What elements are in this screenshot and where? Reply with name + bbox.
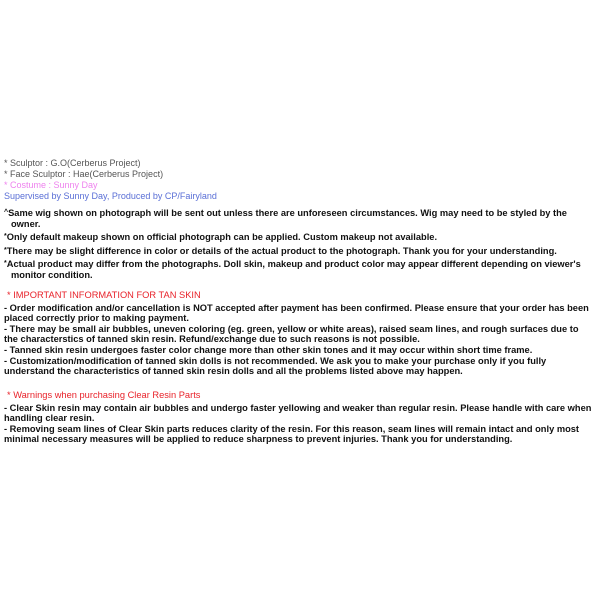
asterisk-mark: *	[4, 246, 7, 254]
face-sculptor-credit: * Face Sculptor : Hae(Cerberus Project)	[4, 169, 164, 179]
asterisk-mark: *	[4, 260, 7, 268]
note-item	[4, 208, 594, 229]
supervised-credit: Supervised by Sunny Day, Produced by CP/Fairyland	[4, 191, 217, 201]
clear-resin-item: - Removing seam lines of Clear Skin parts reduces clarity of the resin. For this reason, seam lines will remain intact and only most minimal necessary measures will be applied to reduce sharpness to prevent injuries. Thank you for understanding.	[4, 423, 580, 445]
asterisk-mark: *	[4, 233, 7, 241]
note-text: Same wig shown on photograph will be sent out unless there are unforeseen circumstances. Wig may need to be styled by the owner.	[8, 208, 567, 229]
tan-skin-item: - Order modification and/or cancellation is NOT accepted after payment has been confirmed. Please ensure that your order has been placed correctly prior to making payment.	[4, 302, 589, 324]
tan-skin-item: - Customization/modification of tanned skin dolls is not recommended. We ask you to make your purchase only if you fully understand the characteristics of tanned skin resin dolls and all the problems listed above may happen.	[4, 355, 547, 377]
tan-skin-item: - There may be small air bubbles, uneven coloring (eg. green, yellow or white areas), raised seam lines, and rough surfaces due to the characterstics of tanned skin resin. Refund/exchange due to such reasons is not possible.	[4, 323, 579, 345]
product-notes	[4, 208, 594, 284]
clear-resin-section	[4, 390, 594, 445]
tan-skin-heading: * IMPORTANT INFORMATION FOR TAN SKIN	[7, 290, 201, 300]
sculptor-credit: * Sculptor : G.O(Cerberus Project)	[4, 158, 141, 168]
note-item	[4, 259, 594, 280]
tan-skin-item: - Tanned skin resin undergoes faster color change more than other skin tones and it may occur within short time frame.	[4, 344, 533, 355]
tan-skin-section	[4, 290, 594, 377]
asterisk-mark: ^	[4, 209, 9, 216]
note-text: There may be slight difference in color or details of the actual product to the photograph. Thank you for your understanding.	[6, 245, 557, 256]
note-item	[4, 246, 594, 257]
note-text: Actual product may differ from the photographs. Doll skin, makeup and product color may appear different depending on viewer's monitor condition.	[6, 259, 581, 280]
costume-credit: * Costume : Sunny Day	[4, 180, 98, 190]
credits-block	[4, 158, 217, 202]
clear-resin-item: - Clear Skin resin may contain air bubbles and undergo faster yellowing and weaker than regular resin. Please handle with care when handling clear resin.	[4, 402, 592, 424]
note-item	[4, 232, 594, 243]
clear-resin-heading: * Warnings when purchasing Clear Resin Parts	[7, 390, 201, 400]
note-text: Only default makeup shown on official photograph can be applied. Custom makeup not available.	[6, 232, 438, 243]
